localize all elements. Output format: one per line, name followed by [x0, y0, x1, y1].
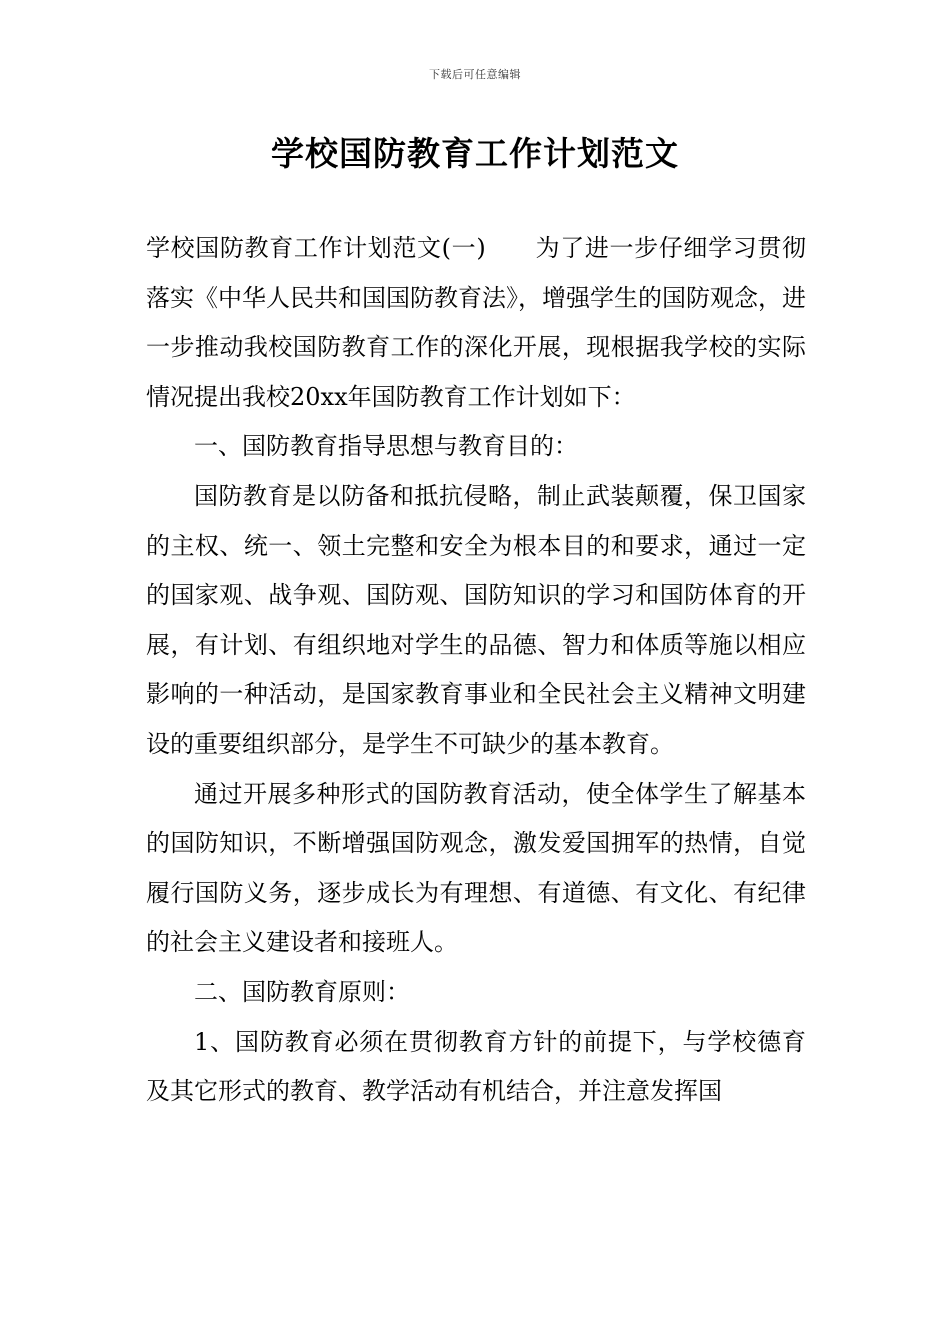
section-heading-2: 二、国防教育原则： — [194, 977, 410, 1006]
header-note: 下载后可任意编辑 — [429, 68, 521, 81]
paragraph: 国防教育是以防备和抵抗侵略，制止武装颠覆，保卫国家的主权、统一、领土完整和安全为根本目的和要求，通过一定的国家观、战争观、国防观、国防知识的学习和国防体育的开展，有计划、有组织地对学生的品德、智力和体质等施以相应影响的一种活动，是国家教育事业和全民社会主义精神文明建设的重要组织部分，是学生不可缺少的基本教育。 — [146, 481, 806, 758]
document-body — [146, 224, 806, 1117]
paragraph: 通过开展多种形式的国防教育活动，使全体学生了解基本的国防知识，不断增强国防观念，激发爱国拥军的热情，自觉履行国防义务，逐步成长为有理想、有道德、有文化、有纪律的社会主义建设者和接班人。 — [146, 779, 806, 957]
paragraph-intro: 学校国防教育工作计划范文(一) 为了进一步仔细学习贯彻落实《中华人民共和国国防教育法》，增强学生的国防观念，进一步推动我校国防教育工作的深化开展，现根据我学校的实际情况提出我校20xx年国防教育工作计划如下： — [146, 234, 806, 411]
document-title: 学校国防教育工作计划范文 — [271, 134, 679, 173]
section-heading-1: 一、国防教育指导思想与教育目的： — [194, 432, 578, 461]
paragraph: 1、国防教育必须在贯彻教育方针的前提下，与学校德育及其它形式的教育、教学活动有机结合，并注意发挥国 — [146, 1027, 806, 1106]
